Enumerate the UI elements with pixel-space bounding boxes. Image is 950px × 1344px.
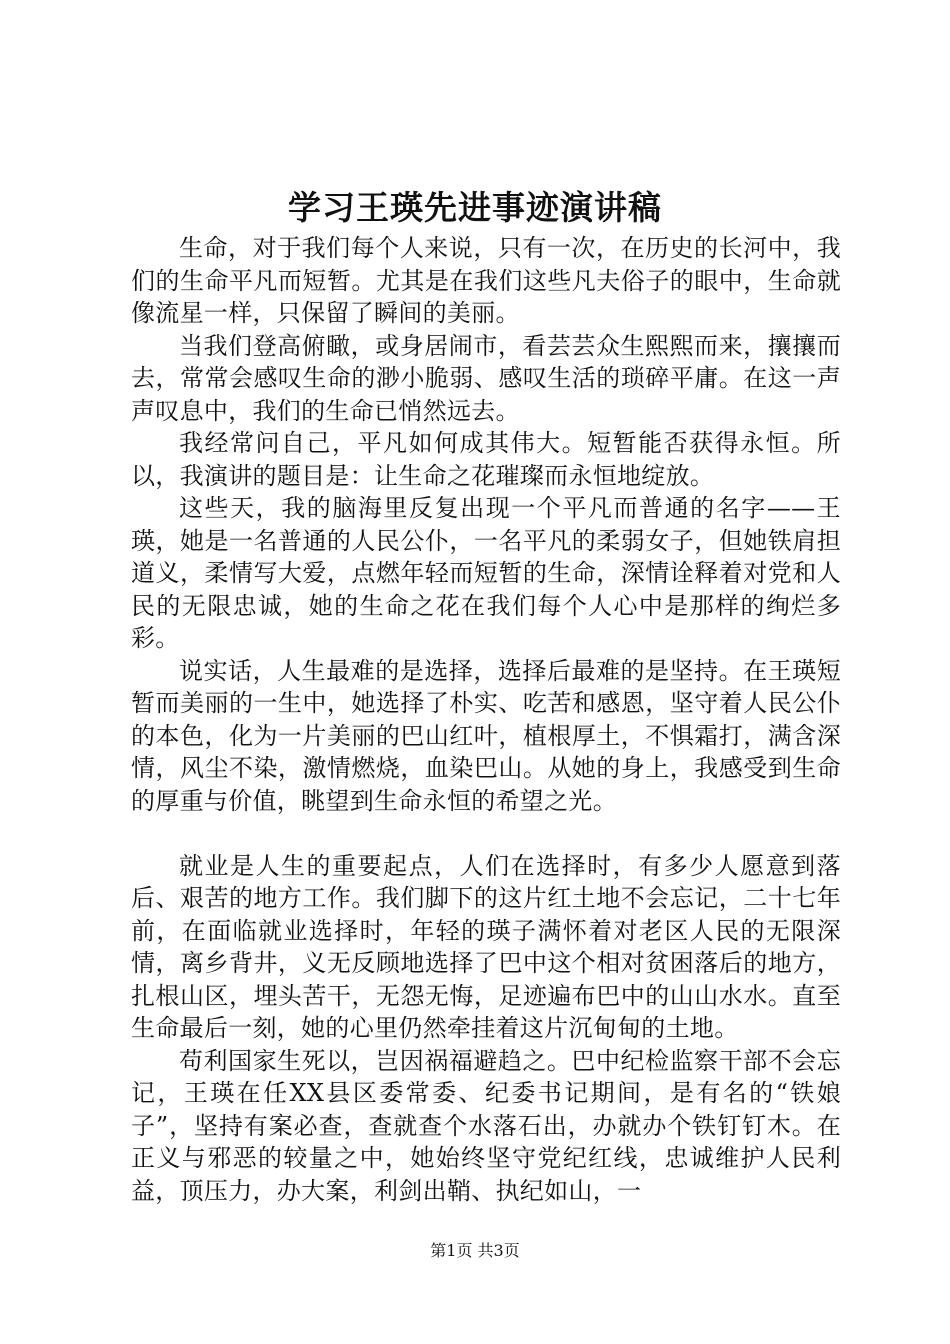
paragraph: 就业是人生的重要起点，人们在选择时，有多少人愿意到落后、艰苦的地方工作。我们脚下的这片红土地不会忘记，二十七年前，在面临就业选择时，年轻的瑛子满怀着对老区人民的无限深情，离乡背井，义无反顾地选择了巴中这个相对贫困落后的地方，扎根山区，埋头苦干，无怨无悔，足迹遍布巴中的山山水水。直至生命最后一刻，她的心里仍然牵挂着这片沉甸甸的土地。 [131,851,841,1042]
paragraph: 我经常问自己，平凡如何成其伟大。短暂能否获得永恒。所以，我演讲的题目是：让生命之花璀璨而永恒地绽放。 [131,429,841,490]
paragraph: 苟利国家生死以，岂因祸福避趋之。巴中纪检监察干部不会忘记，王瑛在任XX县区委常委、纪委书记期间，是有名的“铁娘子”，坚持有案必查，查就查个水落石出，办就办个铁钉钉木。在正义与邪恶的较量之中，她始终坚守党纪红线，忠诚维护人民利益，顶压力，办大案，利剑出鞘、执纪如山，一 [131,1046,841,1205]
paragraph: 说实话，人生最难的是选择，选择后最难的是坚持。在王瑛短暂而美丽的一生中，她选择了朴实、吃苦和感恩，坚守着人民公仆的本色，化为一片美丽的巴山红叶，植根厚土，不惧霜打，满含深情，风尘不染，激情燃烧，血染巴山。从她的身上，我感受到生命的厚重与价值，眺望到生命永恒的希望之光。 [131,656,841,815]
document-title: 学习王瑛先进事迹演讲稿 [288,188,662,227]
paragraph: 这些天，我的脑海里反复出现一个平凡而普通的名字——王瑛，她是一名普通的人民公仆，一名平凡的柔弱女子，但她铁肩担道义，柔情写大爱，点燃年轻而短暂的生命，深情诠释着对党和人民的无限忠诚，她的生命之花在我们每个人心中是那样的绚烂多彩。 [131,494,841,652]
document-body [131,232,841,1207]
paragraph: 当我们登高俯瞰，或身居闹市，看芸芸众生熙熙而来，攘攘而去，常常会感叹生命的渺小脆弱、感叹生活的琐碎平庸。在这一声声叹息中，我们的生命已悄然远去。 [131,331,841,425]
paragraph: 生命，对于我们每个人来说，只有一次，在历史的长河中，我们的生命平凡而短暂。尤其是在我们这些凡夫俗子的眼中，生命就像流星一样，只保留了瞬间的美丽。 [131,234,841,327]
page-footer: 第1页 共3页 [430,1241,520,1260]
